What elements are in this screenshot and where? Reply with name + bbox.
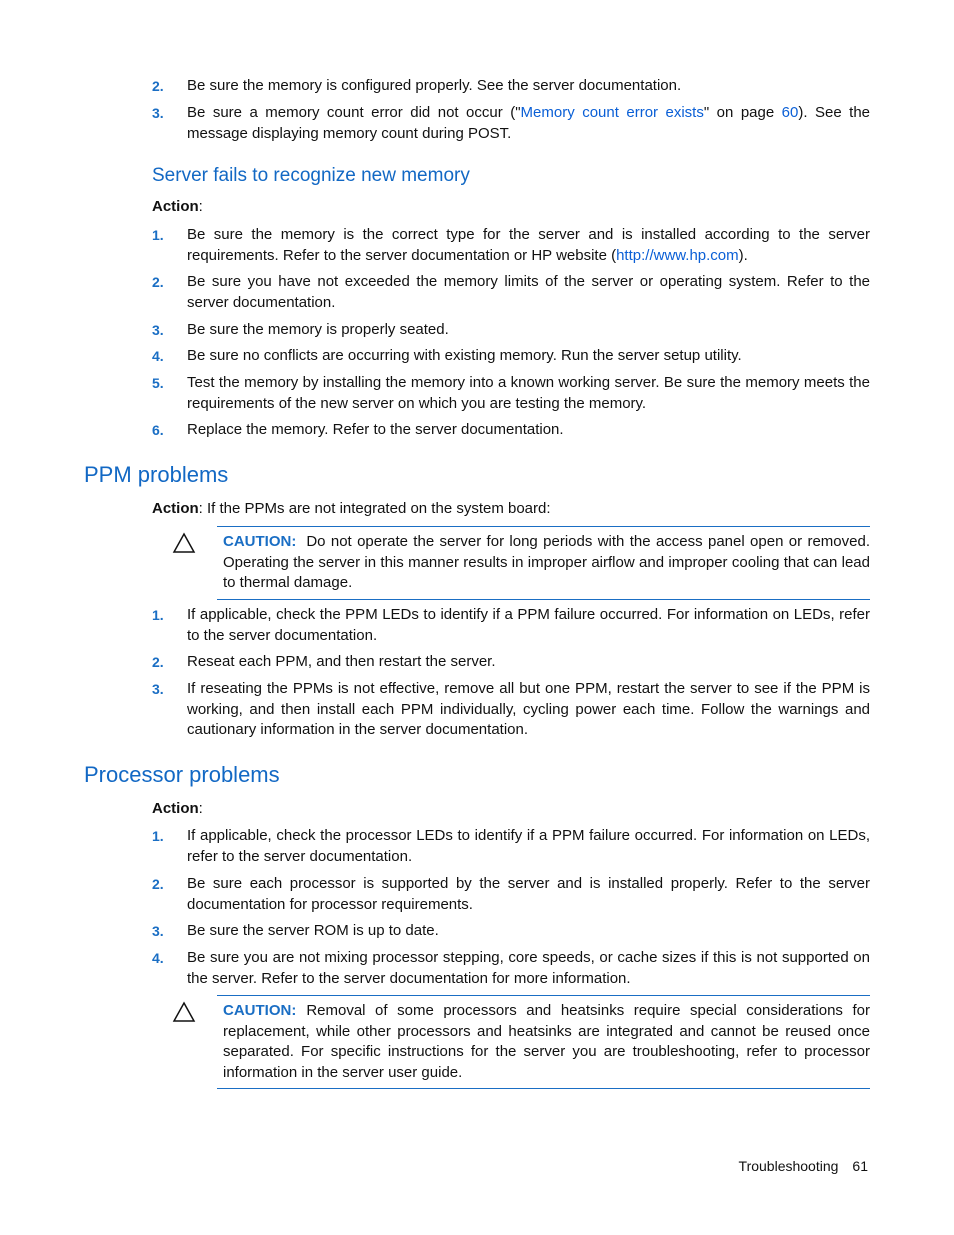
hp-website-link[interactable]: http://www.hp.com [616, 246, 739, 264]
list-number: 3. [152, 923, 164, 939]
caution-label: CAUTION: [223, 1002, 297, 1019]
list-number: 2. [152, 274, 164, 290]
list-number: 2. [152, 876, 164, 892]
caution-triangle-icon [172, 1001, 196, 1023]
list-text: Be sure you are not mixing processor stepping, core speeds, or cache sizes if this is not supported on the server. Refer to the server documentation for more information. [187, 949, 870, 987]
list-number: 4. [152, 348, 164, 364]
caution-box [217, 526, 870, 600]
action-label: Action [152, 198, 199, 215]
list-text: Be sure the server ROM is up to date. [187, 922, 439, 939]
list-number: 1. [152, 828, 164, 844]
action-line [152, 800, 203, 817]
footer-section: Troubleshooting [738, 1158, 839, 1174]
text-span: ). [738, 246, 748, 264]
caution-body: Do not operate the server for long periods with the access panel open or removed. Operating the server in this manner results in improper airflow and improper cooling that can lead to thermal damage. [223, 533, 870, 591]
list-number: 2. [152, 654, 164, 670]
text-span: " on page [703, 104, 782, 121]
caution-text [223, 532, 870, 594]
list-number: 3. [152, 105, 164, 121]
list-text: Be sure the memory is properly seated. [187, 321, 449, 338]
list-number: 1. [152, 607, 164, 623]
caution-triangle-icon [172, 532, 196, 554]
caution-box [217, 995, 870, 1089]
list-number: 3. [152, 681, 164, 697]
caution-label: CAUTION: [223, 533, 297, 550]
list-text [187, 225, 870, 266]
list-number: 4. [152, 950, 164, 966]
list-number: 6. [152, 422, 164, 438]
caution-text [223, 1001, 870, 1083]
action-label: Action [152, 500, 199, 517]
list-number: 2. [152, 78, 164, 94]
list-text: Be sure each processor is supported by the server and is installed properly. Refer to the server documentation for processor requirements. [187, 875, 870, 913]
list-text [187, 103, 870, 144]
list-text: If applicable, check the PPM LEDs to identify if a PPM failure occurred. For information on LEDs, refer to the server documentation. [187, 606, 870, 644]
list-text: Be sure the memory is configured properly. See the server documentation. [187, 77, 682, 94]
list-number: 3. [152, 322, 164, 338]
text-span: Be sure a memory count error did not occur (" [187, 104, 521, 121]
section-heading: Server fails to recognize new memory [152, 165, 470, 186]
list-text: Be sure no conflicts are occurring with existing memory. Run the server setup utility. [187, 347, 742, 364]
action-label: Action [152, 800, 199, 817]
memory-count-error-link[interactable]: Memory count error exists [520, 104, 704, 121]
action-suffix: : [198, 198, 203, 215]
page-number: 61 [852, 1158, 868, 1174]
action-suffix: : [198, 800, 203, 817]
caution-body: Removal of some processors and heatsinks require special considerations for replacement, while other processors and heatsinks are integrated and cannot be reused once separated. For specific instructions for the server you are troubleshooting, refer to processor information in the server user guide. [223, 1002, 870, 1081]
page-footer [739, 1158, 868, 1174]
action-suffix: : If the PPMs are not integrated on the system board: [198, 500, 551, 517]
text-span: Be sure the memory is the correct type for the server and is installed according to the server requirements. Refer to the server documentation or HP website ( [187, 226, 870, 264]
section-heading: PPM problems [84, 462, 229, 487]
list-number: 1. [152, 227, 164, 243]
list-text: If reseating the PPMs is not effective, remove all but one PPM, restart the server to see if the PPM is working, and then install each PPM individually, cycling power each time. Follow the warnings and cautionary information in the server documentation. [187, 680, 870, 738]
list-text: Test the memory by installing the memory into a known working server. Be sure the memory meets the requirements of the new server on which you are testing the memory. [187, 374, 870, 412]
page-link[interactable]: 60 [781, 104, 799, 121]
action-line [152, 198, 203, 215]
action-line [152, 500, 551, 517]
list-number: 5. [152, 375, 164, 391]
section-heading: Processor problems [84, 762, 280, 787]
list-text: If applicable, check the processor LEDs to identify if a PPM failure occurred. For information on LEDs, refer to the server documentation. [187, 827, 870, 865]
list-text: Replace the memory. Refer to the server documentation. [187, 421, 564, 438]
list-text: Be sure you have not exceeded the memory limits of the server or operating system. Refer to the server documentation. [187, 273, 870, 311]
list-text: Reseat each PPM, and then restart the server. [187, 653, 496, 670]
text-span: ). See the message displaying memory count during POST. [187, 104, 871, 142]
